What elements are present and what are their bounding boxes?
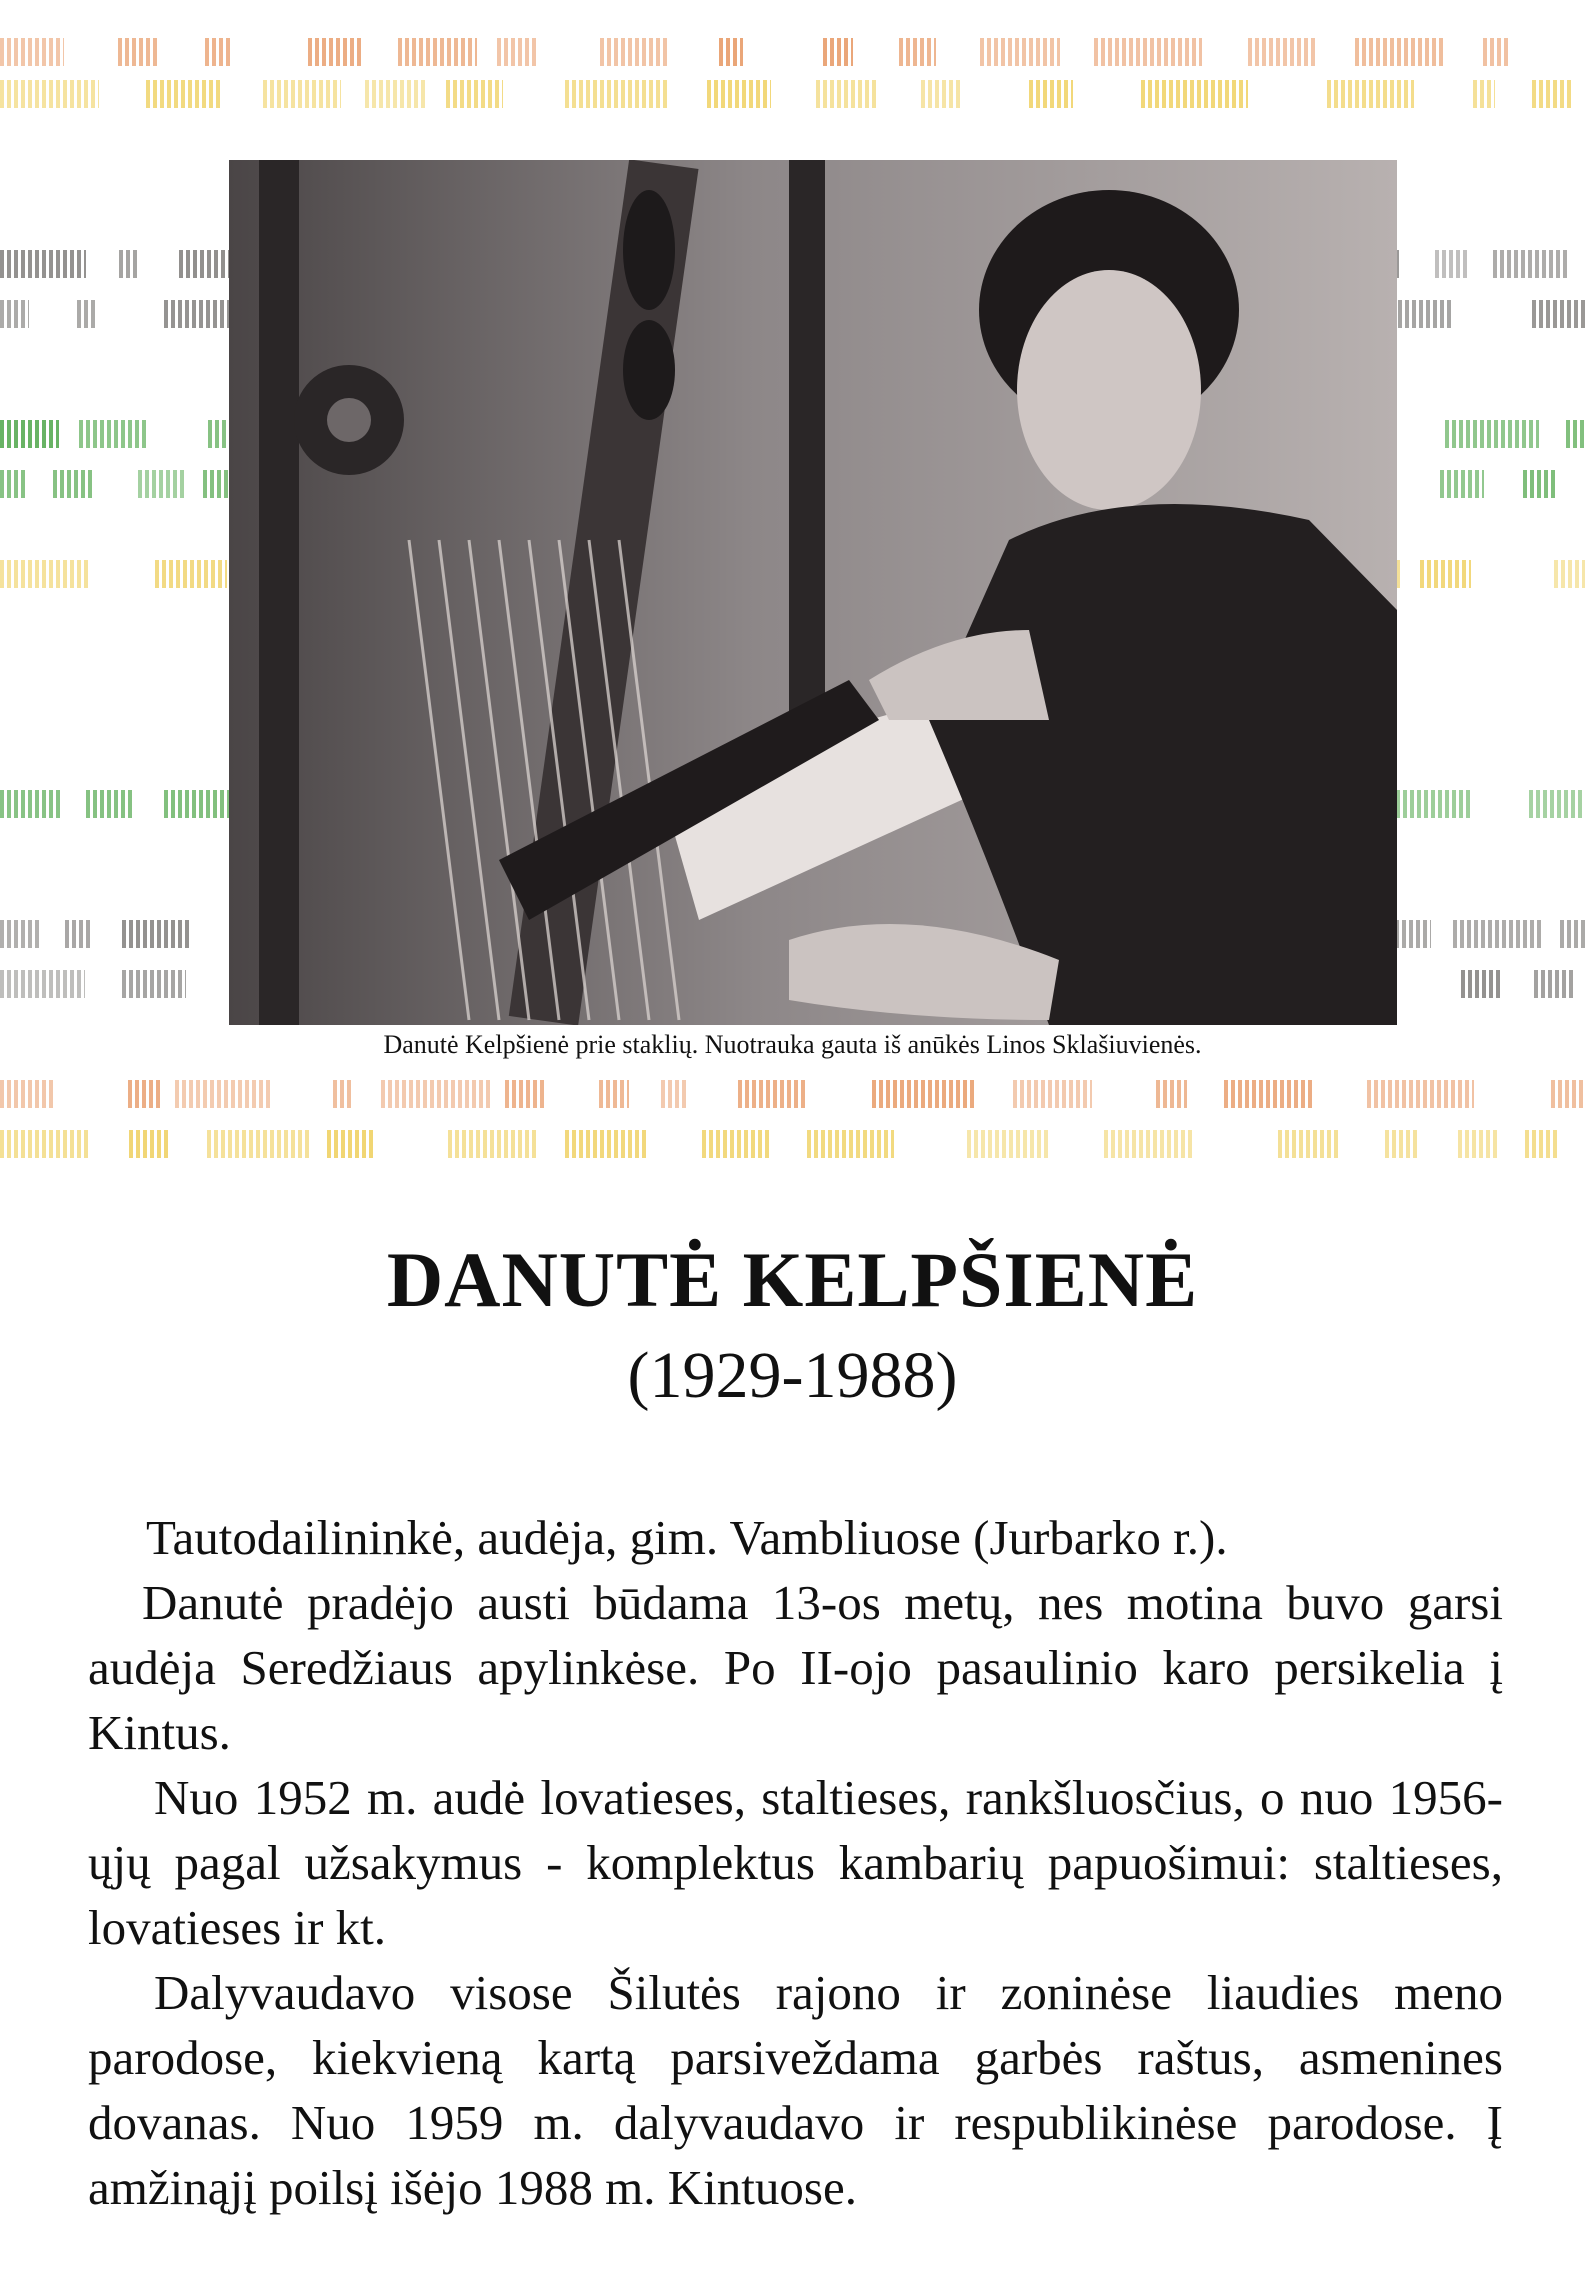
weave-gap xyxy=(1312,1080,1367,1108)
weave-gap xyxy=(1510,38,1585,66)
weave-stripe xyxy=(205,38,232,66)
weave-gap xyxy=(59,420,79,448)
weave-stripe xyxy=(381,1080,490,1108)
weave-gap xyxy=(670,80,707,108)
weave-stripe xyxy=(1529,790,1585,818)
weave-stripe xyxy=(0,300,29,328)
weave-stripe xyxy=(1327,80,1414,108)
weave-stripe xyxy=(122,970,186,998)
weave-gap xyxy=(139,250,179,278)
weave-stripe xyxy=(899,38,936,66)
weave-stripe xyxy=(122,920,189,948)
weave-stripe xyxy=(1385,1130,1418,1158)
weave-gap xyxy=(1484,470,1523,498)
weave-stripe xyxy=(816,80,876,108)
weave-gap xyxy=(490,1080,505,1108)
weave-stripe xyxy=(1566,420,1585,448)
weave-stripe xyxy=(86,790,133,818)
weave-stripe xyxy=(1560,920,1585,948)
weave-gap xyxy=(186,970,232,998)
weave-stripe xyxy=(872,1080,977,1108)
weave-stripe xyxy=(0,790,61,818)
weave-gap xyxy=(670,38,719,66)
weave-stripe xyxy=(1435,250,1467,278)
weave-stripe xyxy=(65,920,90,948)
weave-stripe xyxy=(327,1130,375,1158)
weave-gap xyxy=(477,38,497,66)
weave-stripe xyxy=(1104,1130,1194,1158)
weave-stripe xyxy=(0,38,64,66)
weave-gap xyxy=(91,560,155,588)
weave-gap xyxy=(61,790,86,818)
weave-stripe xyxy=(1453,920,1541,948)
weave-stripe xyxy=(0,250,86,278)
weave-gap xyxy=(354,1080,381,1108)
weave-stripe xyxy=(497,38,538,66)
weave-stripe xyxy=(138,470,187,498)
weave-gap xyxy=(1389,420,1445,448)
weave-pattern-row xyxy=(0,38,1585,66)
weave-stripe xyxy=(1355,38,1444,66)
weave-stripe xyxy=(1461,970,1503,998)
weave-stripe xyxy=(1141,80,1248,108)
weave-gap xyxy=(1248,80,1327,108)
photo-caption: Danutė Kelpšienė prie staklių. Nuotrauka gauta iš anūkės Linos Sklašiuvienės. xyxy=(383,1030,1202,1059)
weave-gap xyxy=(1418,1130,1458,1158)
weave-gap xyxy=(689,1080,738,1108)
weave-stripe xyxy=(1534,970,1575,998)
weave-gap xyxy=(876,80,921,108)
weave-stripe xyxy=(77,300,97,328)
weave-gap xyxy=(160,1080,175,1108)
weave-gap xyxy=(148,420,208,448)
weave-stripe xyxy=(1094,38,1202,66)
weave-gap xyxy=(1473,790,1529,818)
weave-stripe xyxy=(599,1080,629,1108)
weave-stripe xyxy=(1473,80,1495,108)
biography-paragraph: Nuo 1952 m. audė lovatieses, staltieses, rankšluosčius, o nuo 1956-ųjų pagal užsakymus - komplektus kambarių papuošimui: staltieses, lovatieses ir kt. xyxy=(88,1770,1503,1955)
weave-stripe xyxy=(207,1130,312,1158)
weave-stripe xyxy=(661,1080,689,1108)
weave-stripe xyxy=(1493,250,1569,278)
weave-gap xyxy=(808,1080,872,1108)
life-years: (1929-1988) xyxy=(627,1339,958,1412)
weave-stripe xyxy=(0,80,99,108)
weave-gap xyxy=(29,300,77,328)
weave-stripe xyxy=(807,1130,894,1158)
weave-gap xyxy=(1471,560,1554,588)
weave-stripe xyxy=(1278,1130,1340,1158)
weave-pattern-row xyxy=(0,1130,1585,1158)
weave-stripe xyxy=(0,470,27,498)
weaver-at-loom-photo xyxy=(229,160,1397,1025)
weave-gap xyxy=(1073,80,1141,108)
weave-gap xyxy=(55,1080,128,1108)
weave-gap xyxy=(503,80,565,108)
weave-stripe xyxy=(175,1080,273,1108)
weave-gap xyxy=(1499,1130,1525,1158)
weave-gap xyxy=(771,80,816,108)
weave-stripe xyxy=(0,1080,55,1108)
weave-stripe xyxy=(702,1130,772,1158)
weave-stripe xyxy=(1483,38,1510,66)
page-title: DANUTĖ KELPŠIENĖ xyxy=(386,1236,1199,1323)
weave-stripe xyxy=(1420,560,1471,588)
weave-stripe xyxy=(0,420,59,448)
weave-stripe xyxy=(1156,1080,1187,1108)
weave-gap xyxy=(375,1130,448,1158)
weave-stripe xyxy=(0,970,85,998)
weave-gap xyxy=(64,38,118,66)
weave-gap xyxy=(91,1130,129,1158)
weave-gap xyxy=(1092,1080,1156,1108)
weave-gap xyxy=(1444,38,1483,66)
weave-gap xyxy=(86,250,119,278)
weave-gap xyxy=(341,80,365,108)
weave-pattern-row xyxy=(0,1080,1585,1108)
weave-gap xyxy=(90,920,122,948)
biography-text xyxy=(88,1505,1503,2220)
weave-gap xyxy=(962,80,1029,108)
weave-stripe xyxy=(719,38,743,66)
weave-stripe xyxy=(921,80,962,108)
weave-gap xyxy=(133,790,164,818)
weave-stripe xyxy=(1551,1080,1585,1108)
weave-gap xyxy=(220,80,263,108)
weave-stripe xyxy=(398,38,477,66)
weave-gap xyxy=(853,38,899,66)
weave-stripe xyxy=(308,38,364,66)
weave-stripe xyxy=(1248,38,1317,66)
weave-gap xyxy=(1060,38,1094,66)
weave-gap xyxy=(187,470,203,498)
weave-stripe xyxy=(53,470,95,498)
weave-stripe xyxy=(967,1130,1048,1158)
weave-gap xyxy=(1539,420,1566,448)
biography-paragraph: Danutė pradėjo austi būdama 13-os metų, nes motina buvo garsi audėja Seredžiaus apylinkėse. Po II-ojo pasaulinio karo persikelia į Kintus. xyxy=(88,1575,1503,1760)
weave-gap xyxy=(1340,1130,1385,1158)
weave-gap xyxy=(629,1080,661,1108)
weave-gap xyxy=(648,1130,702,1158)
weave-gap xyxy=(1557,470,1585,498)
weave-stripe xyxy=(565,1130,648,1158)
weave-stripe xyxy=(155,560,227,588)
weave-gap xyxy=(1474,1080,1551,1108)
weave-stripe xyxy=(146,80,220,108)
weave-gap xyxy=(312,1130,327,1158)
weave-stripe xyxy=(1532,80,1571,108)
weave-gap xyxy=(159,38,205,66)
weave-stripe xyxy=(1445,420,1539,448)
weave-stripe xyxy=(738,1080,808,1108)
weave-stripe xyxy=(600,38,670,66)
weave-stripe xyxy=(565,80,670,108)
weave-gap xyxy=(273,1080,333,1108)
weave-gap xyxy=(1187,1080,1224,1108)
weave-gap xyxy=(977,1080,1013,1108)
weave-stripe xyxy=(1013,1080,1092,1108)
weave-gap xyxy=(545,1080,599,1108)
weave-gap xyxy=(936,38,980,66)
weave-gap xyxy=(538,38,600,66)
weave-gap xyxy=(743,38,823,66)
weave-stripe xyxy=(1532,300,1585,328)
weave-gap xyxy=(364,38,398,66)
weave-stripe xyxy=(1029,80,1073,108)
weave-stripe xyxy=(448,1130,536,1158)
weave-stripe xyxy=(0,560,91,588)
weave-gap xyxy=(1569,250,1585,278)
weave-gap xyxy=(1431,920,1453,948)
weave-stripe xyxy=(823,38,853,66)
weave-stripe xyxy=(1525,1130,1560,1158)
weave-stripe xyxy=(0,920,42,948)
weave-gap xyxy=(85,970,122,998)
weave-stripe xyxy=(1440,470,1484,498)
weave-gap xyxy=(95,470,138,498)
weave-stripe xyxy=(79,420,148,448)
weave-gap xyxy=(1317,38,1355,66)
biography-paragraph: Dalyvaudavo visose Šilutės rajono ir zoninėse liaudies meno parodose, kiekvieną kartą parsiveždama garbės raštus, asmenines dovanas. Nuo 1959 m. dalyvaudavo ir respublikinėse parodose. Į amžinąjį poilsį išėjo 1988 m. Kintuose. xyxy=(88,1965,1503,2215)
loom-photo-illustration xyxy=(229,160,1397,1025)
weave-stripe xyxy=(263,80,341,108)
weave-stripe xyxy=(119,250,139,278)
weave-gap xyxy=(1402,560,1420,588)
weave-stripe xyxy=(1224,1080,1312,1108)
weave-gap xyxy=(1048,1130,1104,1158)
weave-gap xyxy=(894,1130,967,1158)
weave-stripe xyxy=(1367,1080,1474,1108)
weave-gap xyxy=(1541,920,1560,948)
weave-pattern-row xyxy=(0,80,1585,108)
weave-gap xyxy=(1400,250,1435,278)
weave-stripe xyxy=(505,1080,545,1108)
weave-gap xyxy=(1571,80,1585,108)
weave-stripe xyxy=(707,80,771,108)
weave-stripe xyxy=(129,1130,171,1158)
weave-gap xyxy=(1453,300,1532,328)
biography-paragraph: Tautodailininkė, audėja, gim. Vambliuose (Jurbarko r.). xyxy=(146,1510,1228,1565)
weave-stripe xyxy=(333,1080,354,1108)
weave-gap xyxy=(1560,1130,1585,1158)
weave-stripe xyxy=(365,80,425,108)
weave-gap xyxy=(772,1130,807,1158)
weave-gap xyxy=(1414,80,1473,108)
weave-stripe xyxy=(128,1080,160,1108)
weave-gap xyxy=(1503,970,1534,998)
weave-stripe xyxy=(164,790,235,818)
weave-gap xyxy=(171,1130,207,1158)
weave-gap xyxy=(232,38,308,66)
weave-gap xyxy=(42,920,65,948)
weave-gap xyxy=(1194,1130,1278,1158)
weave-stripe xyxy=(1523,470,1557,498)
weave-stripe xyxy=(446,80,503,108)
weave-gap xyxy=(1467,250,1493,278)
weave-stripe xyxy=(118,38,159,66)
weave-stripe xyxy=(980,38,1060,66)
weave-stripe xyxy=(1458,1130,1499,1158)
weave-gap xyxy=(536,1130,565,1158)
weave-gap xyxy=(97,300,164,328)
weave-gap xyxy=(1202,38,1248,66)
weave-gap xyxy=(99,80,146,108)
weave-gap xyxy=(27,470,53,498)
weave-stripe xyxy=(1554,560,1585,588)
weave-gap xyxy=(1495,80,1532,108)
weave-stripe xyxy=(0,1130,91,1158)
weave-gap xyxy=(425,80,446,108)
weave-gap xyxy=(1575,970,1585,998)
